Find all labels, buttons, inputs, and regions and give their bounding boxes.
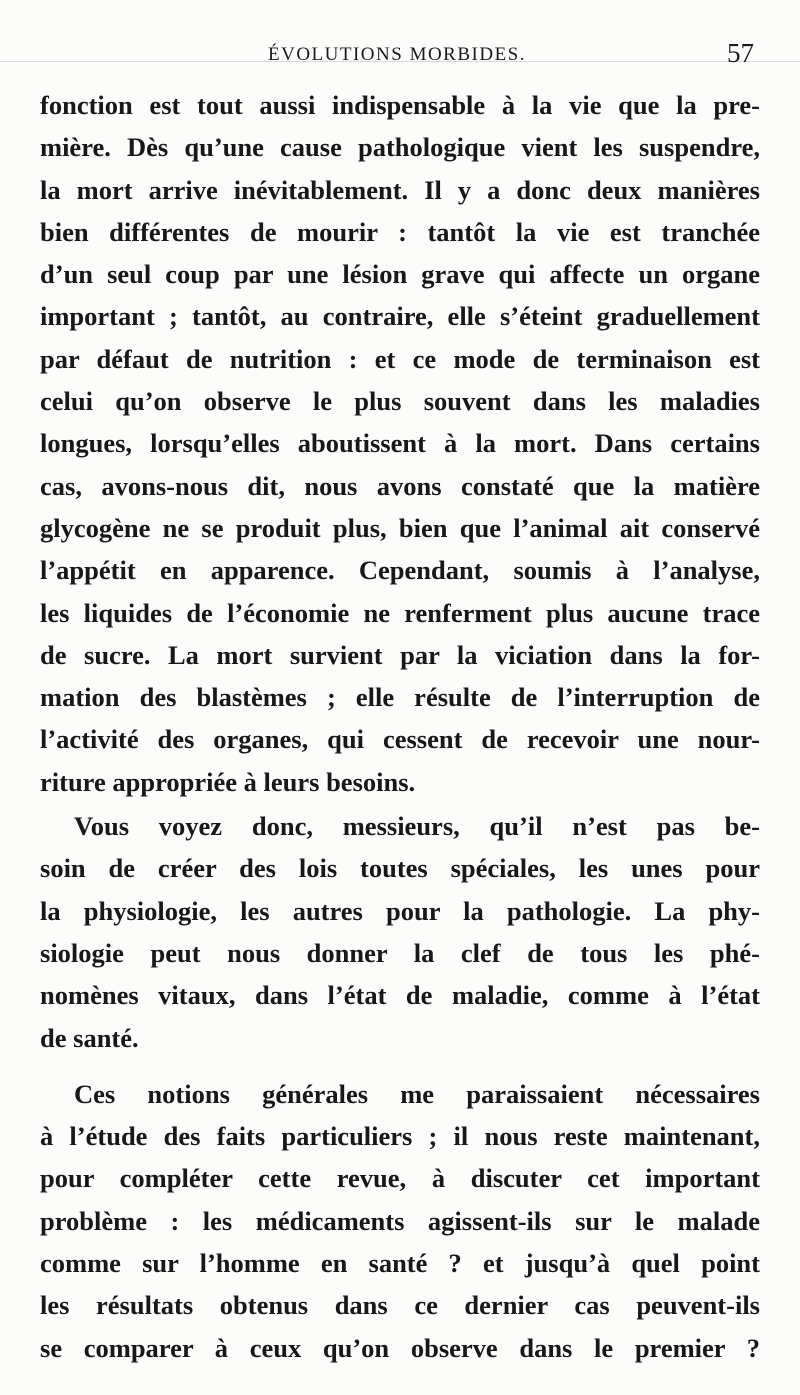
text-line: se comparer à ceux qu’on observe dans le premier ?: [40, 1332, 760, 1363]
text-line: longues, lorsqu’elles aboutissent à la mort. Dans certains: [40, 428, 760, 459]
text-line: nomènes vitaux, dans l’état de maladie, comme à l’état: [40, 980, 760, 1011]
text-line: bien différentes de mourir : tantôt la vie est tranchée: [40, 216, 760, 247]
running-title: ÉVOLUTIONS MORBIDES.: [268, 44, 526, 65]
text-line: pour compléter cette revue, à discuter cet important: [40, 1163, 760, 1194]
text-line: la mort arrive inévitablement. Il y a donc deux manières: [40, 174, 760, 205]
paragraph-2: [40, 805, 760, 1059]
text-line: l’appétit en apparence. Cependant, soumis à l’analyse,: [40, 555, 760, 586]
text-line: l’activité des organes, qui cessent de recevoir une nour-: [40, 724, 760, 755]
text-line: mation des blastèmes ; elle résulte de l’interruption de: [40, 682, 760, 713]
text-line: Vous voyez donc, messieurs, qu’il n’est pas be-: [74, 811, 760, 842]
text-line: fonction est tout aussi indispensable à la vie que la pre-: [40, 90, 760, 120]
text-line: à l’étude des faits particuliers ; il nous reste maintenant,: [40, 1121, 760, 1152]
text-line: d’un seul coup par une lésion grave qui affecte un organe: [40, 259, 760, 290]
text-line: glycogène ne se produit plus, bien que l’animal ait conservé: [40, 512, 760, 543]
text-line: problème : les médicaments agissent-ils sur le malade: [40, 1205, 760, 1236]
text-line: cas, avons-nous dit, nous avons constaté que la matière: [40, 470, 760, 501]
text-line: la physiologie, les autres pour la pathologie. La phy-: [40, 895, 760, 926]
text-line: les liquides de l’économie ne renferment plus aucune trace: [40, 597, 760, 628]
text-line: siologie peut nous donner la clef de tous les phé-: [40, 937, 760, 968]
text-line: de santé.: [40, 1022, 139, 1053]
text-line: les résultats obtenus dans ce dernier cas peuvent-ils: [40, 1290, 760, 1321]
text-line: par défaut de nutrition : et ce mode de terminaison est: [40, 343, 760, 374]
text-line: soin de créer des lois toutes spéciales, les unes pour: [40, 853, 760, 884]
text-line: important ; tantôt, au contraire, elle s’éteint graduellement: [40, 301, 760, 332]
paragraph-1: [40, 84, 760, 803]
paragraph-3: [40, 1073, 760, 1369]
text-line: celui qu’on observe le plus souvent dans les maladies: [40, 386, 760, 417]
text-line: comme sur l’homme en santé ? et jusqu’à quel point: [40, 1248, 760, 1279]
text-line: de sucre. La mort survient par la viciation dans la for-: [40, 639, 760, 670]
body-text: [40, 84, 760, 1369]
text-line: Ces notions générales me paraissaient nécessaires: [74, 1078, 760, 1109]
running-head: [0, 38, 800, 68]
text-line: riture appropriée à leurs besoins.: [40, 766, 416, 797]
text-line: mière. Dès qu’une cause pathologique vient les suspendre,: [40, 132, 760, 163]
page-number: 57: [727, 38, 754, 68]
